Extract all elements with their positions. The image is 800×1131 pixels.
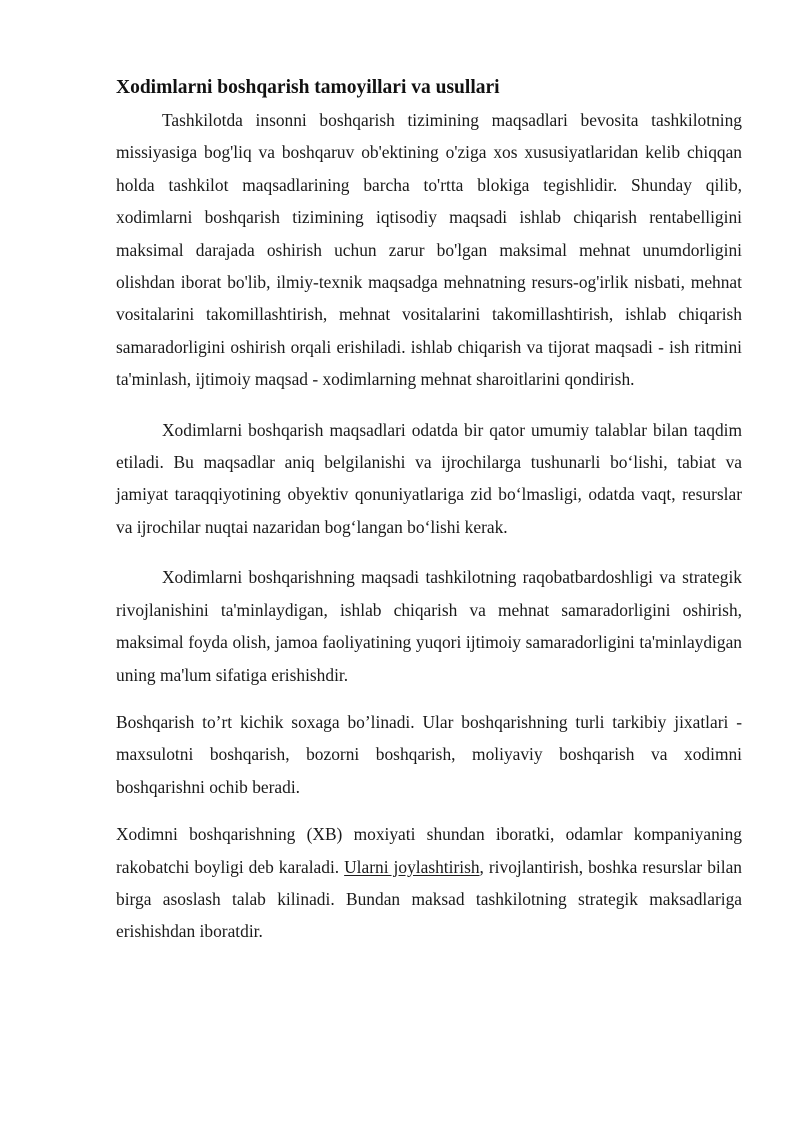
document-body	[116, 74, 742, 948]
paragraph-spacer	[116, 543, 742, 561]
paragraph-spacer	[116, 691, 742, 706]
paragraph-spacer	[116, 803, 742, 818]
paragraph-hr-essence	[116, 818, 742, 948]
document-title: Xodimlarni boshqarish tamoyillari va usullari	[116, 77, 500, 98]
paragraph-goal-purpose: Xodimlarni boshqarishning maqsadi tashkilotning raqobatbardoshligi va strategik rivojlanishini ta'minlaydigan, ishlab chiqarish va mehnat samaradorligini oshirish, maksimal foyda olish, jamoa faoliyatining yuqori ijtimoiy samaradorligini ta'minlaydigan uning ma'lum sifatiga erishishdir.	[116, 567, 742, 685]
paragraph-goal-requirements: Xodimlarni boshqarish maqsadlari odatda bir qator umumiy talablar bilan taqdim etiladi. Bu maqsadlar aniq belgilanishi va ijrochilarga tushunarli bo‘lishi, tabiat va jamiyat taraqqiyotining obyektiv qonuniyatlariga zid bo‘lmasligi, odatda vaqt, resurslar va ijrochilar nuqtai nazaridan bog‘langan bo‘lishi kerak.	[116, 419, 742, 537]
paragraph-text-before-link: Xodimni boshqarishning (XB) moxiyati shundan iboratki, odamlar kompaniyaning rakobatchi boyligi deb karaladi.	[116, 824, 742, 877]
underlined-link[interactable]: Ularni joylashtirish	[344, 856, 480, 877]
paragraph-spacer	[116, 396, 742, 414]
paragraph-goals-system: Tashkilotda insonni boshqarish tizimining maqsadlari bevosita tashkilotning missiyasiga bog'liq va boshqaruv ob'ektining o'ziga xos xususiyatlaridan kelib chiqqan holda tashkilot maqsadlarining barcha to'rtta blokiga tegishlidir. Shunday qilib, xodimlarni boshqarish tizimining iqtisodiy maqsadi ishlab chiqarish rentabelligini maksimal darajada oshirish uchun zarur bo'lgan maksimal mehnat unumdorligini olishdan iborat bo'lib, ilmiy-texnik maqsadga mehnatning resurs-og'irlik nisbati, mehnat vositalarini takomillashtirish, mehnat vositalarini takomillashtirish, ishlab chiqarish samaradorligini oshirish orqali erishiladi. ishlab chiqarish va tijorat maqsadi - ish ritmini ta'minlash, ijtimoiy maqsad - xodimlarning mehnat sharoitlarini qondirish.	[116, 110, 742, 390]
paragraph-text-after-link: , rivojlantirish, boshka resurslar bilan birga asoslash talab kilinadi. Bundan maksad tashkilotning strategik maksadlariga erishishdan iboratdir.	[116, 856, 742, 942]
paragraph-management-areas: Boshqarish to’rt kichik soxaga bo’linadi. Ular boshqarishning turli tarkibiy jixatlari - maxsulotni boshqarish, bozorni boshqarish, moliyaviy boshqarish va xodimni boshqarishni ochib beradi.	[116, 711, 742, 797]
